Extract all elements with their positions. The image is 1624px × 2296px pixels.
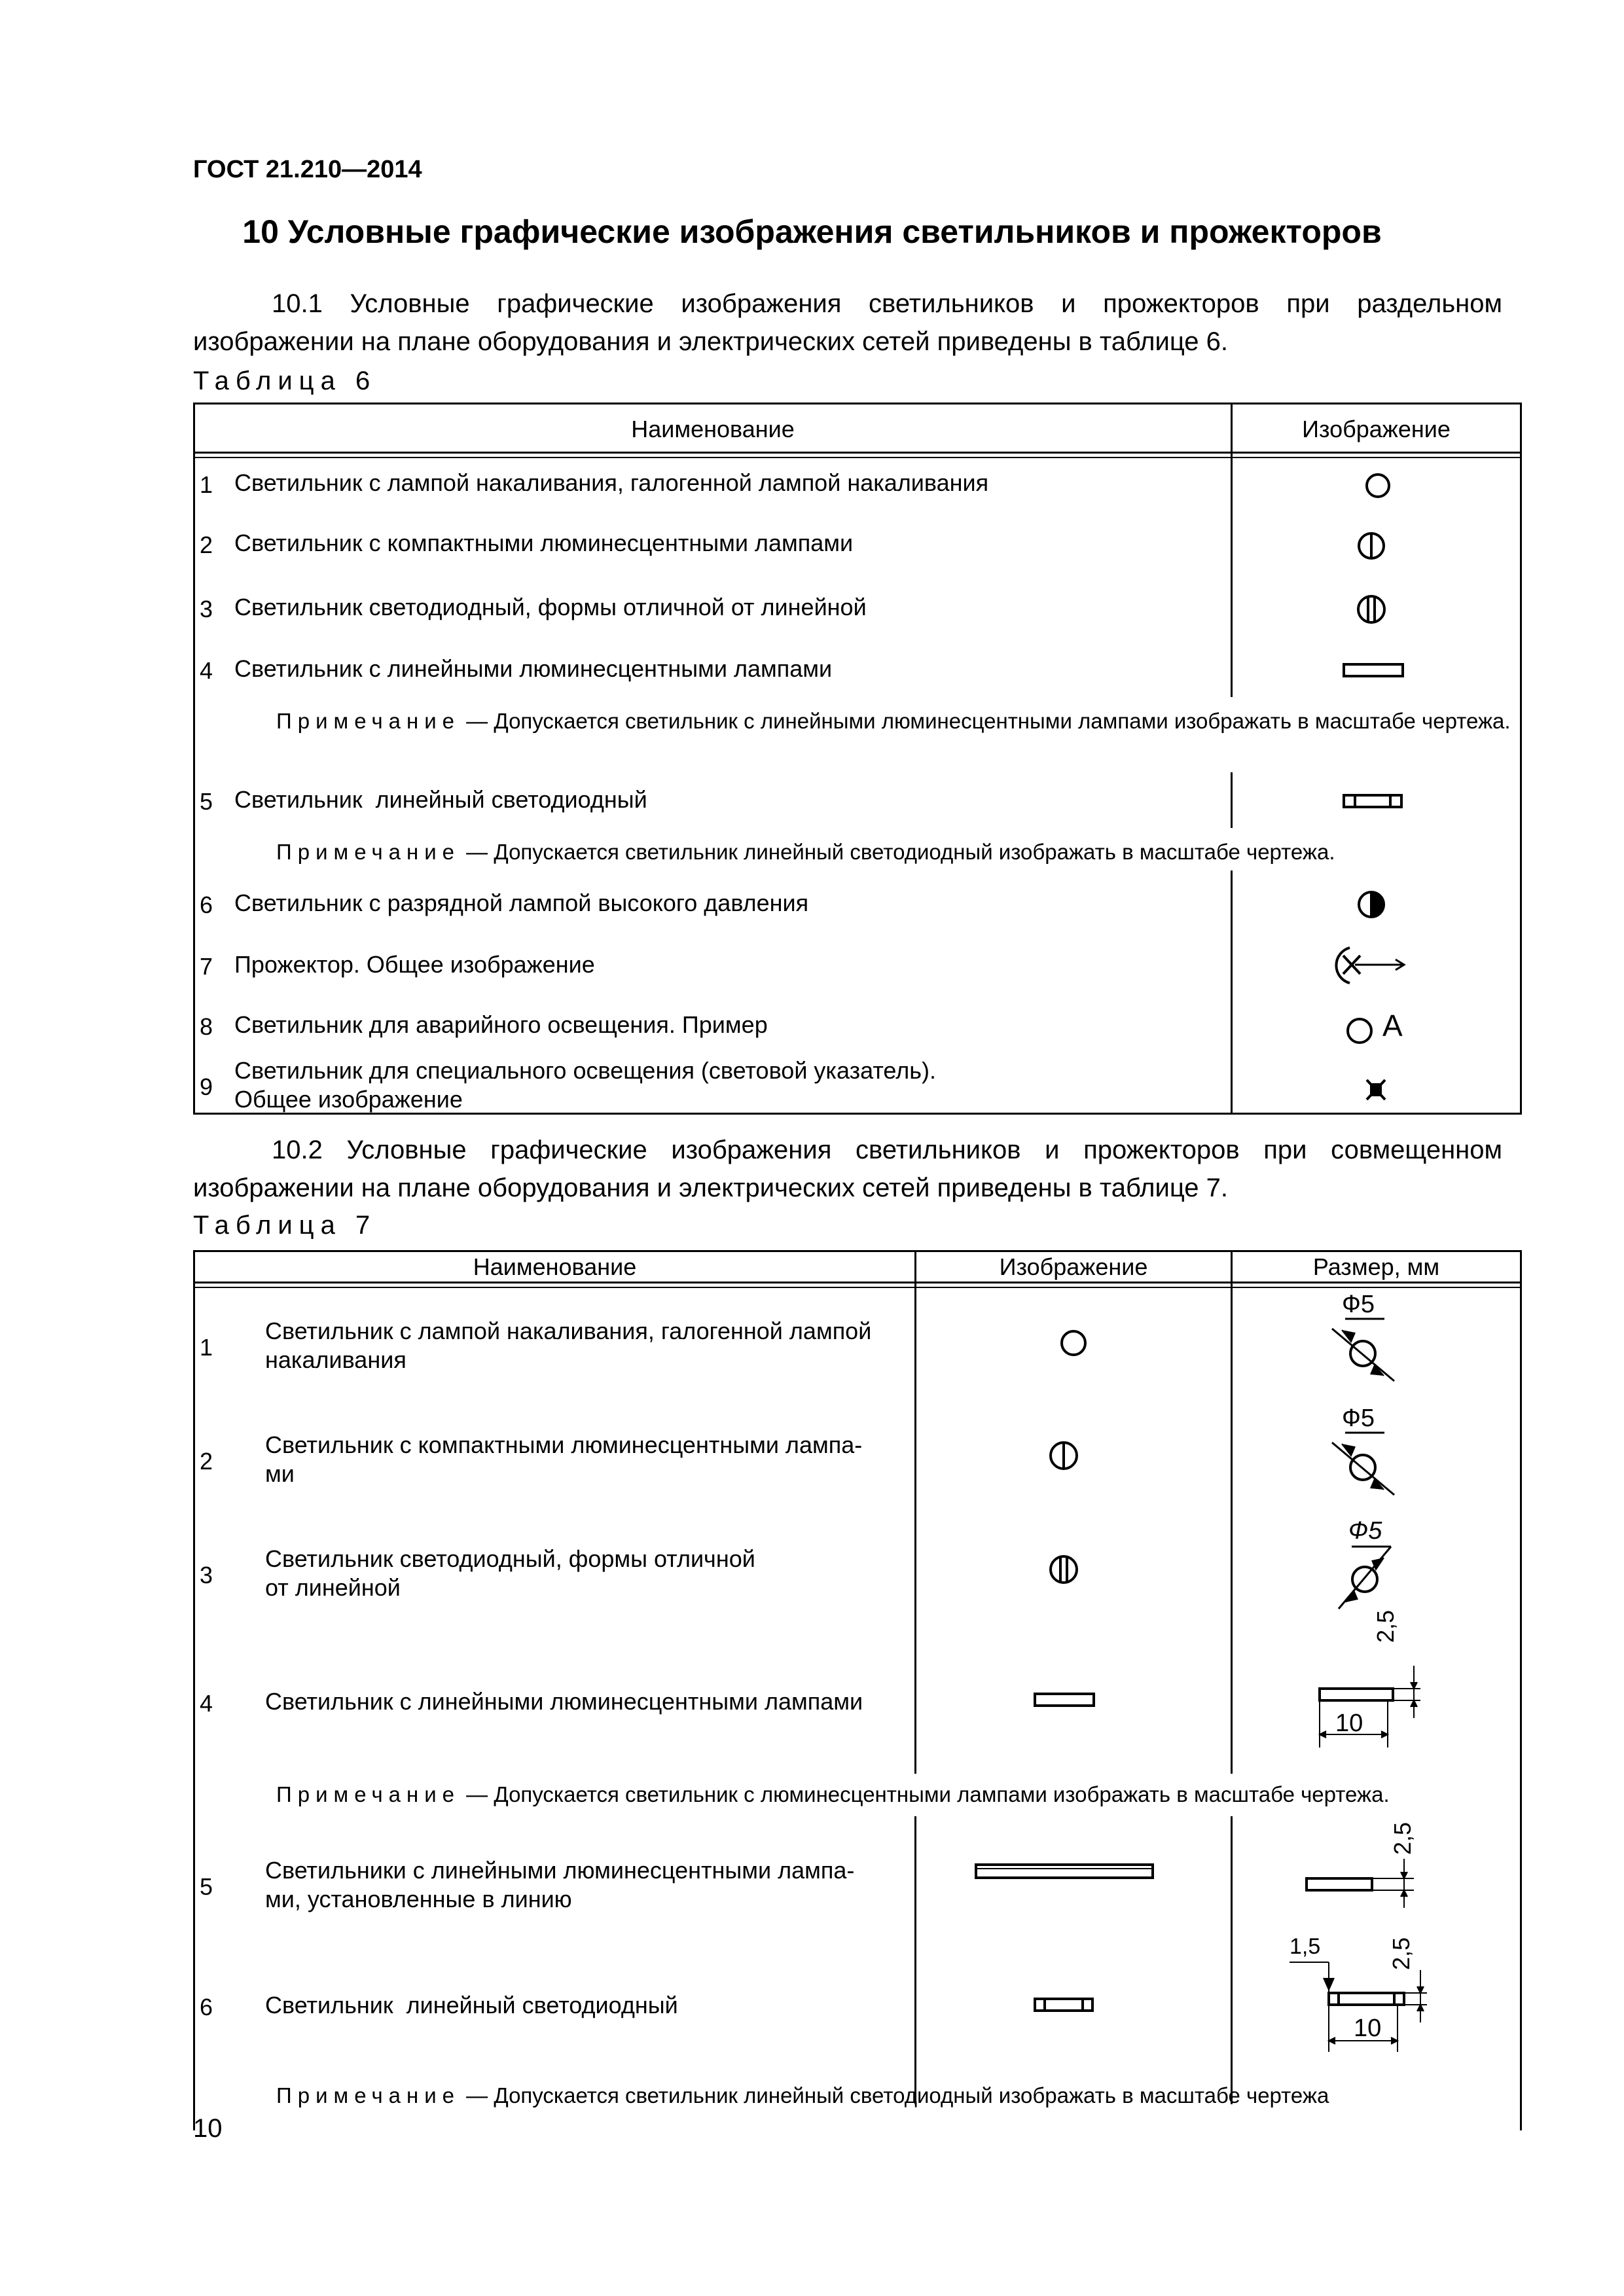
circle-icon — [1362, 471, 1394, 504]
height-label: 2,5 — [1388, 1937, 1415, 1970]
circle-icon — [1059, 1329, 1092, 1361]
table-7-header-name: Наименование — [473, 1253, 637, 1280]
page-number: 10 — [193, 2114, 223, 2143]
row-name-line-2: Общее изображение — [234, 1086, 463, 1113]
row-number: 7 — [200, 953, 213, 980]
row-number: 1 — [200, 1334, 213, 1361]
height-label: 2,5 — [1389, 1821, 1416, 1855]
table-6-note-1 — [196, 707, 1515, 736]
row-number: 6 — [200, 891, 213, 918]
diameter-dimension-icon — [1329, 1543, 1407, 1615]
table-6-header-image: Изображение — [1302, 416, 1451, 442]
row-number: 3 — [200, 1562, 213, 1588]
row-number: 1 — [200, 471, 213, 498]
table-7-note-2 — [276, 2081, 1329, 2110]
circle-two-lines-icon — [1355, 592, 1388, 626]
paragraph-10-1-text: 10.1 Условные графические изображения светильников и прожекторов при раздельном изображении на плане оборудования и электрических сетей приведены в таблице 6. — [193, 289, 1502, 356]
document-id: ГОСТ 21.210—2014 — [193, 156, 422, 183]
width-label: 10 — [1354, 2015, 1382, 2042]
table-6-caption: Таблица 6 — [193, 367, 377, 395]
row-name: Прожектор. Общее изображение — [234, 951, 595, 978]
circle-one-line-icon — [1047, 1440, 1080, 1473]
row-number: 5 — [200, 1873, 213, 1900]
row-name-line-1: Светильник с компактными люминесцентными лампа- — [265, 1431, 863, 1458]
note-text: — Допускается светильник с линейными люминесцентными лампами изображать в масштабе чертежа. — [460, 709, 1511, 733]
table-7-note-1 — [276, 1780, 1390, 1809]
row-name-line-1: Светильник светодиодный, формы отличной — [265, 1545, 755, 1572]
circle-two-lines-icon — [1047, 1552, 1080, 1588]
long-rectangle-icon — [974, 1862, 1157, 1882]
row-name-line-2: ми — [265, 1460, 295, 1487]
row-name-line-1: Светильники с линейными люминесцентными лампа- — [265, 1857, 855, 1884]
note-text: — Допускается светильник линейный светодиодный изображать в масштабе чертежа — [460, 2083, 1329, 2108]
row-number: 4 — [200, 1690, 213, 1717]
row-number: 2 — [200, 531, 213, 558]
paragraph-10-2-text: 10.2 Условные графические изображения светильников и прожекторов при совмещенном изображении на плане оборудования и электрических сетей приведены в таблице 7. — [193, 1136, 1502, 1202]
diameter-label: Ф5 — [1342, 1405, 1375, 1432]
note-text: — Допускается светильник линейный светодиодный изображать в масштабе чертежа. — [460, 840, 1335, 864]
table-6-note-2 — [276, 838, 1335, 867]
height-label — [1372, 1610, 1399, 1643]
note-label: Примечание — [276, 709, 461, 733]
segmented-rectangle-icon — [1342, 792, 1407, 812]
note-text: — Допускается светильник с люминесцентными лампами изображать в масштабе чертежа. — [460, 1782, 1390, 1806]
diameter-dimension-icon — [1329, 1429, 1407, 1501]
segment-label: 1,5 — [1290, 1934, 1321, 1959]
row-number: 6 — [200, 1994, 213, 2020]
table-6-header-name: Наименование — [631, 416, 795, 442]
table-7-header-size: Размер, мм — [1312, 1253, 1440, 1280]
circle-a-icon — [1345, 1014, 1378, 1047]
projector-icon — [1335, 942, 1414, 988]
row-name-line-1: Светильник для специального освещения (световой указатель). — [234, 1057, 936, 1084]
table-7-header-image: Изображение — [999, 1253, 1148, 1280]
row-number: 5 — [200, 788, 213, 815]
row-number: 2 — [200, 1448, 213, 1475]
light-indicator-icon — [1365, 1077, 1388, 1103]
row-number: 9 — [200, 1073, 213, 1100]
row-number: 4 — [200, 657, 213, 684]
rectangle-icon — [1342, 661, 1407, 681]
row-name: Светильник с линейными люминесцентными лампами — [234, 655, 833, 682]
note-label: Примечание — [276, 1782, 461, 1806]
circle-a-label: A — [1382, 1009, 1403, 1043]
paragraph-10-1 — [193, 285, 1502, 361]
circle-one-line-icon — [1355, 530, 1388, 563]
row-name: Светильник с линейными люминесцентными лампами — [265, 1688, 863, 1715]
table-7-caption: Таблица 7 — [193, 1211, 377, 1240]
note-label: Примечание — [276, 840, 461, 864]
row-name: Светильник светодиодный, формы отличной от линейной — [234, 594, 867, 620]
paragraph-10-2 — [193, 1131, 1502, 1207]
row-name-line-2: ми, установленные в линию — [265, 1886, 572, 1912]
row-name-line-2: накаливания — [265, 1346, 406, 1373]
row-name-line-2: от линейной — [265, 1574, 401, 1601]
diameter-label: Ф5 — [1342, 1291, 1375, 1318]
section-title: 10 Условные графические изображения светильников и прожекторов — [242, 213, 1382, 250]
row-name: Светильник с разрядной лампой высокого давления — [234, 889, 809, 916]
diameter-dimension-icon — [1329, 1316, 1407, 1388]
row-name: Светильник линейный светодиодный — [234, 786, 647, 813]
rectangle-icon — [1033, 1691, 1098, 1711]
row-name: Светильник с лампой накаливания, галогенной лампой накаливания — [234, 469, 989, 496]
note-label: Примечание — [276, 2083, 461, 2108]
row-number: 3 — [200, 596, 213, 622]
row-name: Светильник с компактными люминесцентными лампами — [234, 529, 854, 556]
row-name: Светильник для аварийного освещения. Пример — [234, 1011, 768, 1038]
segmented-rectangle-icon — [1033, 1996, 1098, 2016]
row-number: 8 — [200, 1013, 213, 1040]
row-name-line-1: Светильник с лампой накаливания, галогенной лампой — [265, 1318, 872, 1344]
half-filled-circle-icon — [1355, 887, 1388, 923]
height-label-text: 2,5 — [1372, 1609, 1399, 1643]
diameter-label: Ф5 — [1348, 1517, 1382, 1545]
row-name: Светильник линейный светодиодный — [265, 1992, 678, 2018]
width-label: 10 — [1335, 1710, 1363, 1737]
